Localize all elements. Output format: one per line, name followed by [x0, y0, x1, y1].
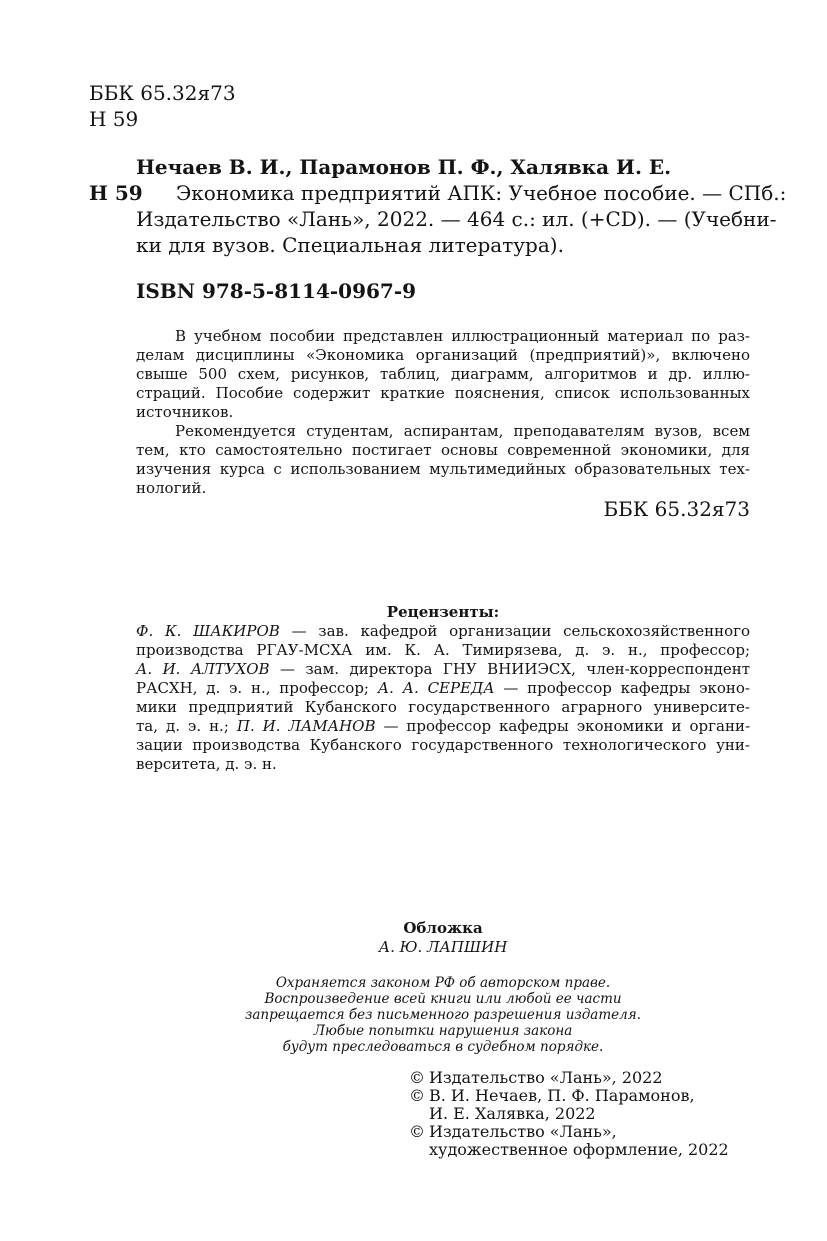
annotation-paragraph-1: В учебном пособии представлен иллюстрационный материал по раз- делам дисциплины «Экономика организаций (предприятий)», включено свыше 500 схем, рисунков, таблиц, диаграмм, алгоритмов и др. иллю- страций. Пособие содержит краткие пояснения, список использованных источников. [136, 327, 750, 421]
copyright-icon: © [409, 1122, 425, 1141]
cover-heading: Обложка [403, 919, 483, 937]
copyright-design: © Издательство «Лань», художественное оформление, 2022 [409, 1122, 729, 1159]
reviewer-name: Ф. К. ШАКИРОВ [136, 622, 280, 640]
author-mark: Н 59 [89, 107, 139, 131]
annotation-bbk: ББК 65.32я73 [603, 497, 750, 521]
copyright-notice: Охраняется законом РФ об авторском праве. Воспроизведение всей книги или любой ее части запрещается без письменного разрешения издателя. Любые попытки нарушения закона будут преследоваться в судебном порядке. [245, 975, 641, 1055]
entry-line-1: Экономика предприятий АПК: Учебное пособие. — СПб.: [176, 181, 787, 205]
reviewers-list: Ф. К. ШАКИРОВ — зав. кафедрой организации сельскохозяйственного производства РГАУ-МСХА им. К. А. Тимирязева, д. э. н., профессор; А. И. АЛТУХОВ — зам. директора ГНУ ВНИИЭСХ, член-корреспондент РАСХН, д. э. н., профессор; А. А. СЕРЕДА — профессор кафедры эконо- мики предприятий Кубанского государственного аграрного университе- та, д. э. н.; П. И. ЛАМАНОВ — профессор кафедры экономики и органи- зации производства Кубанского государственного технологического уни- верситета, д. э. н. [136, 622, 751, 773]
isbn: ISBN 978-5-8114-0967-9 [136, 279, 417, 303]
bbk-code: ББК 65.32я73 [89, 81, 236, 105]
copyright-icon: © [409, 1086, 425, 1105]
entry-mark: Н 59 [89, 181, 143, 205]
reviewer-name: А. И. АЛТУХОВ [136, 660, 270, 678]
authors: Нечаев В. И., Парамонов П. Ф., Халявка И. Е. [136, 155, 672, 179]
copyright-icon: © [409, 1068, 425, 1087]
copyrights [409, 1069, 749, 1159]
entry-line-2: Издательство «Лань», 2022. — 464 с.: ил. (+CD). — (Учебни- [136, 207, 777, 231]
reviewers-heading: Рецензенты: [386, 603, 500, 621]
reviewer-name: А. А. СЕРЕДА [377, 679, 495, 697]
cover-designer: А. Ю. ЛАПШИН [378, 938, 508, 956]
annotation-paragraph-2: Рекомендуется студентам, аспирантам, преподавателям вузов, всем тем, кто самостоятельно постигает основы современной экономики, для изучения курса с использованием мультимедийных образовательных тех- нологий. [136, 422, 750, 497]
copyright-publisher: © Издательство «Лань», 2022 [409, 1068, 663, 1087]
entry-line-3: ки для вузов. Специальная литература). [136, 233, 564, 257]
copyright-authors: © В. И. Нечаев, П. Ф. Парамонов, И. Е. Халявка, 2022 [409, 1086, 695, 1123]
reviewer-name: П. И. ЛАМАНОВ [236, 717, 376, 735]
